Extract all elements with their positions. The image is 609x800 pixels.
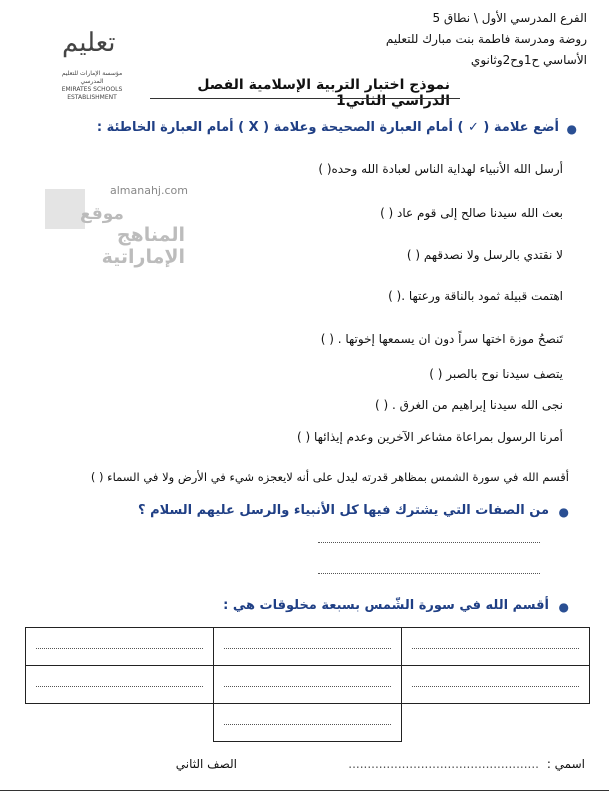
q1-item: يتصف سيدنا نوح بالصبر ( ) xyxy=(429,367,563,381)
empty-cell xyxy=(402,704,590,742)
site-watermark xyxy=(40,184,188,268)
student-name-field[interactable]: .................................................. xyxy=(348,757,539,771)
answer-line[interactable] xyxy=(318,573,540,574)
title-underline xyxy=(150,98,460,99)
answer-cell[interactable] xyxy=(214,666,402,704)
school-name: روضة ومدرسة فاطمة بنت مبارك للتعليم xyxy=(385,32,587,46)
school-level: الأساسي ح1وح2وثانوي xyxy=(470,53,587,67)
bullet-icon: ● xyxy=(558,600,569,614)
q1-item: أمرنا الرسول بمراعاة مشاعر الآخرين وعدم إيذائها ( ) xyxy=(297,430,563,444)
student-name-label: اسمي : xyxy=(546,757,585,771)
bullet-icon: ● xyxy=(558,505,569,519)
logo-word: تعليم xyxy=(62,28,116,58)
q1-item: اهتمت قبيلة ثمود بالناقة ورعتها .( ) xyxy=(388,289,563,303)
q1-item: لا نقتدي بالرسل ولا نصدقهم ( ) xyxy=(406,248,563,262)
logo-subtitle xyxy=(52,70,132,102)
answer-cell[interactable] xyxy=(402,628,590,666)
bullet-icon: ● xyxy=(566,122,577,136)
answer-cell[interactable] xyxy=(402,666,590,704)
class-label: الصف الثاني xyxy=(175,757,237,771)
q1-item: بعث الله سيدنا صالح إلى قوم عاد ( ) xyxy=(380,206,563,220)
watermark-text-1: موقع xyxy=(80,204,124,224)
answer-cell[interactable] xyxy=(214,704,402,742)
answer-cell[interactable] xyxy=(26,628,214,666)
watermark-text-2: المناهج الإماراتية xyxy=(101,224,185,268)
q1-item: نجى الله سيدنا إبراهيم من الغرق . ( ) xyxy=(375,398,563,412)
logo-subtitle-en: EMIRATES SCHOOLS ESTABLISHMENT xyxy=(61,86,123,101)
q1-item: أرسل الله الأنبياء لهداية الناس لعبادة الله وحده( ) xyxy=(318,162,563,176)
q2-heading: من الصفات التي يشترك فيها كل الأنبياء والرسل عليهم السلام ؟ xyxy=(138,503,549,518)
answer-line[interactable] xyxy=(318,542,540,543)
logo-subtitle-ar: مؤسسة الإمارات للتعليم المدرسي xyxy=(61,70,123,85)
answer-cell[interactable] xyxy=(26,666,214,704)
answer-grid xyxy=(25,627,590,742)
q3-heading: أقسم الله في سورة الشّمس بسبعة مخلوقات هي : xyxy=(223,598,549,613)
q1-heading: أضع علامة ( ✓ ) أمام العبارة الصحيحة وعلامة ( X ) أمام العبارة الخاطئة : xyxy=(96,120,559,135)
school-branch: الفرع المدرسي الأول \ نطاق 5 xyxy=(432,11,587,25)
watermark-shape xyxy=(45,189,85,229)
empty-cell xyxy=(26,704,214,742)
q1-item: تَنصحُ موزة اختها سراً دون ان يسمعها إخوتها . ( ) xyxy=(320,332,563,346)
ese-logo xyxy=(52,28,132,108)
watermark-url: almanahj.com xyxy=(110,184,188,197)
exam-title: نموذج اختبار التربية الإسلامية الفصل الدراسي الثاني1 xyxy=(197,77,450,109)
q1-item: أقسم الله في سورة الشمس بمظاهر قدرته ليدل على أنه لايعجزه شيء في الأرض ولا في السماء ( ) xyxy=(90,470,569,484)
answer-cell[interactable] xyxy=(214,628,402,666)
footer-divider xyxy=(0,790,609,791)
